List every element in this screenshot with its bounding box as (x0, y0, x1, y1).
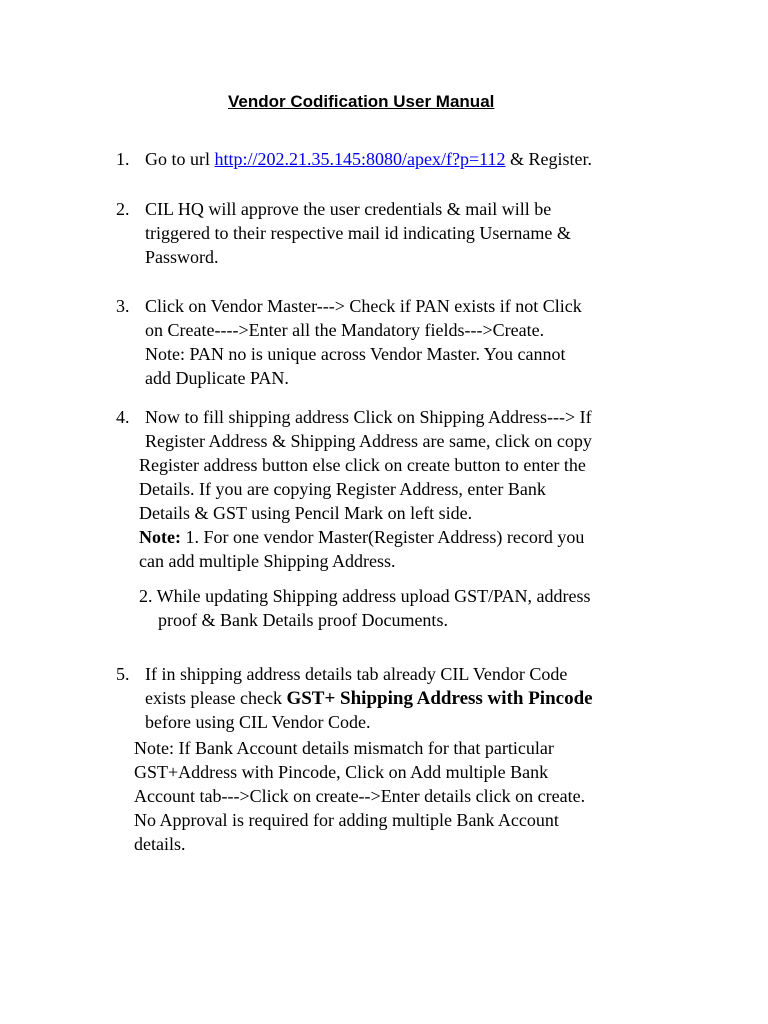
item-5-number: 5. (116, 664, 130, 684)
item-1-pre-link: Go to url (145, 149, 215, 169)
item-4-line-1: Now to fill shipping address Click on Shipping Address---> If (145, 407, 592, 427)
item-5-note-line-2: GST+Address with Pincode, Click on Add multiple Bank (134, 762, 549, 782)
item-4-note-text: 1. For one vendor Master(Register Address) record you (180, 527, 585, 547)
item-3-line-2: on Create---->Enter all the Mandatory fields--->Create. (145, 320, 545, 340)
item-1-text (145, 147, 592, 171)
item-3-line-1: Click on Vendor Master---> Check if PAN exists if not Click (145, 296, 582, 316)
item-4-note-line-2: can add multiple Shipping Address. (139, 551, 396, 571)
item-3-line-3: Note: PAN no is unique across Vendor Master. You cannot (145, 344, 566, 364)
item-3-number: 3. (116, 296, 130, 316)
item-4-sub-line-2: proof & Bank Details proof Documents. (158, 610, 448, 630)
item-5-line-1: If in shipping address details tab already CIL Vendor Code (145, 664, 568, 684)
item-5-line-2 (145, 686, 593, 711)
item-4-sub-line-1: 2. While updating Shipping address upload GST/PAN, address (139, 586, 591, 606)
item-4-note-label: Note: (139, 527, 181, 547)
item-5-line-3: before using CIL Vendor Code. (145, 712, 371, 732)
item-2-number: 2. (116, 199, 130, 219)
item-4-number: 4. (116, 407, 130, 427)
item-5-line-2-text: exists please check (145, 688, 287, 708)
item-4-line-5: Details & GST using Pencil Mark on left side. (139, 503, 473, 523)
item-5-emphasis: GST+ Shipping Address with Pincode (286, 688, 593, 709)
item-3-line-4: add Duplicate PAN. (145, 368, 289, 388)
page-title: Vendor Codification User Manual (228, 92, 495, 111)
item-5-note-line-4: No Approval is required for adding multiple Bank Account (134, 810, 559, 830)
item-1-post-link: & Register. (505, 149, 592, 169)
item-5-note-line-5: details. (134, 834, 186, 854)
item-4-note-line-1 (139, 525, 584, 549)
item-4-line-4: Details. If you are copying Register Address, enter Bank (139, 479, 546, 499)
item-2-line-2: triggered to their respective mail id indicating Username & (145, 223, 571, 243)
item-5-note-line-3: Account tab--->Click on create-->Enter details click on create. (134, 786, 586, 806)
item-5-note-line-1: Note: If Bank Account details mismatch for that particular (134, 738, 554, 758)
item-2-line-3: Password. (145, 247, 219, 267)
item-4-line-3: Register address button else click on create button to enter the (139, 455, 586, 475)
item-2-line-1: CIL HQ will approve the user credentials & mail will be (145, 199, 552, 219)
item-1-number: 1. (116, 149, 130, 169)
item-4-line-2: Register Address & Shipping Address are same, click on copy (145, 431, 592, 451)
registration-url-link[interactable]: http://202.21.35.145:8080/apex/f?p=112 (214, 149, 506, 169)
